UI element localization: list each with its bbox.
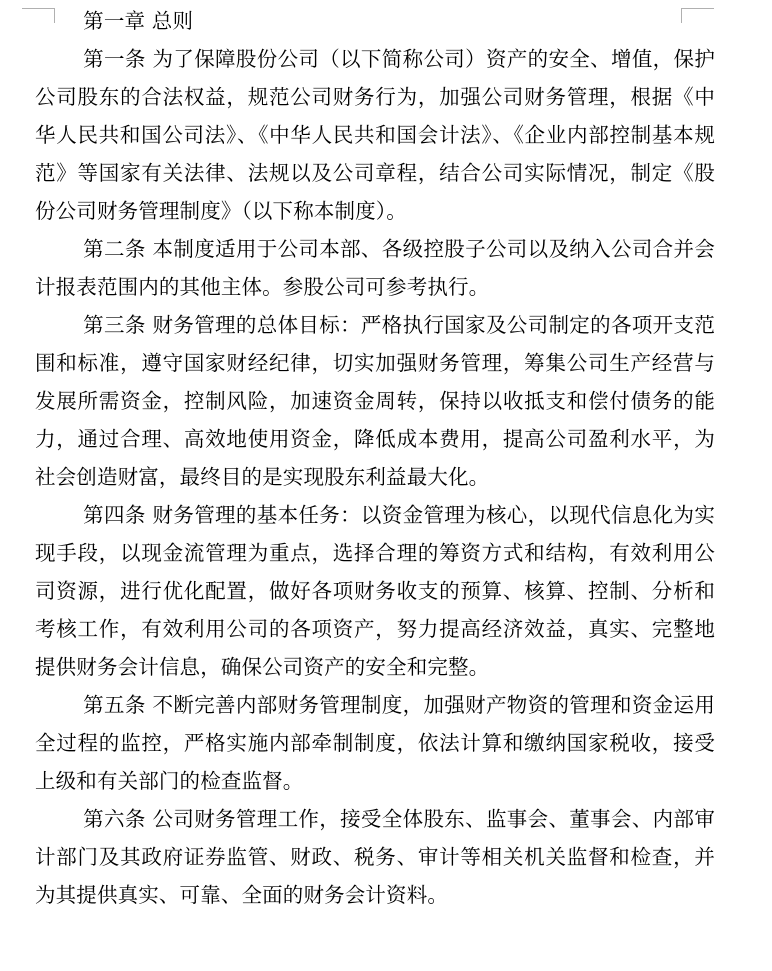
document-text-body (35, 2, 715, 914)
article-paragraph-6: 第六条 公司财务管理工作，接受全体股东、监事会、董事会、内部审计部门及其政府证券监管、财政、税务、审计等相关机关监督和检查，并为其提供真实、可靠、全面的财务会计资料。 (35, 807, 715, 907)
chapter-heading: 第一章 总则 (83, 9, 194, 33)
article-paragraph-1: 第一条 为了保障股份公司（以下简称公司）资产的安全、增值，保护公司股东的合法权益，规范公司财务行为，加强公司财务管理，根据《中华人民共和国公司法》、《中华人民共和国会计法》、《企业内部控制基本规范》等国家有关法律、法规以及公司章程，结合公司实际情况，制定《股份公司财务管理制度》（以下称本制度）。 (35, 47, 715, 223)
article-paragraph-4: 第四条 财务管理的基本任务：以资金管理为核心，以现代信息化为实现手段，以现金流管理为重点，选择合理的筹资方式和结构，有效利用公司资源，进行优化配置，做好各项财务收支的预算、核算、控制、分析和考核工作，有效利用公司的各项资产，努力提高经济效益，真实、完整地提供财务会计信息，确保公司资产的安全和完整。 (35, 503, 715, 679)
article-paragraph-3: 第三条 财务管理的总体目标：严格执行国家及公司制定的各项开支范围和标准，遵守国家财经纪律，切实加强财务管理，筹集公司生产经营与发展所需资金，控制风险，加速资金周转，保持以收抵支和偿付债务的能力，通过合理、高效地使用资金，降低成本费用，提高公司盈利水平，为社会创造财富，最终目的是实现股东利益最大化。 (35, 313, 715, 489)
article-paragraph-2: 第二条 本制度适用于公司本部、各级控股子公司以及纳入公司合并会计报表范围内的其他主体。参股公司可参考执行。 (35, 237, 715, 299)
article-paragraph-5: 第五条 不断完善内部财务管理制度，加强财产物资的管理和资金运用全过程的监控，严格实施内部牵制制度，依法计算和缴纳国家税收，接受上级和有关部门的检查监督。 (35, 693, 715, 793)
